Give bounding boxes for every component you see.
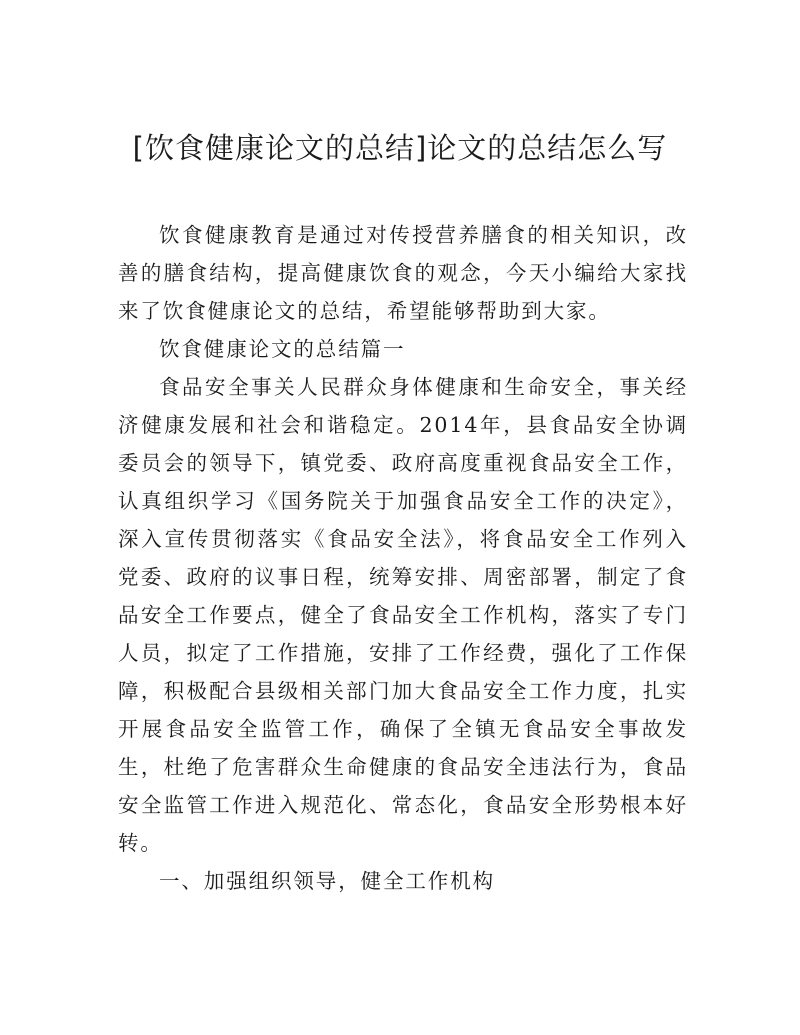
document-title: [饮食健康论文的总结]论文的总结怎么写 <box>132 131 668 165</box>
document-body <box>118 216 688 900</box>
section-title: 饮食健康论文的总结篇一 <box>159 337 406 361</box>
body-paragraph: 食品安全事关人民群众身体健康和生命安全，事关经济健康发展和社会和谐稳定。2014年，县食品安全协调委员会的领导下，镇党委、政府高度重视食品安全工作，认真组织学习《国务院关于加强食品安全工作的决定》，深入宣传贯彻落实《食品安全法》，将食品安全工作列入党委、政府的议事日程，统筹安排、周密部署，制定了食品安全工作要点，健全了食品安全工作机构，落实了专门人员，拟定了工作措施，安排了工作经费，强化了工作保障，积极配合县级相关部门加大食品安全工作力度，扎实开展食品安全监管工作，确保了全镇无食品安全事故发生，杜绝了危害群众生命健康的食品安全违法行为，食品安全监管工作进入规范化、常态化，食品安全形势根本好转。 <box>118 375 688 855</box>
subheading: 一、加强组织领导，健全工作机构 <box>159 869 495 893</box>
intro-paragraph: 饮食健康教育是通过对传授营养膳食的相关知识，改善的膳食结构，提高健康饮食的观念，今天小编给大家找来了饮食健康论文的总结，希望能够帮助到大家。 <box>118 223 688 323</box>
